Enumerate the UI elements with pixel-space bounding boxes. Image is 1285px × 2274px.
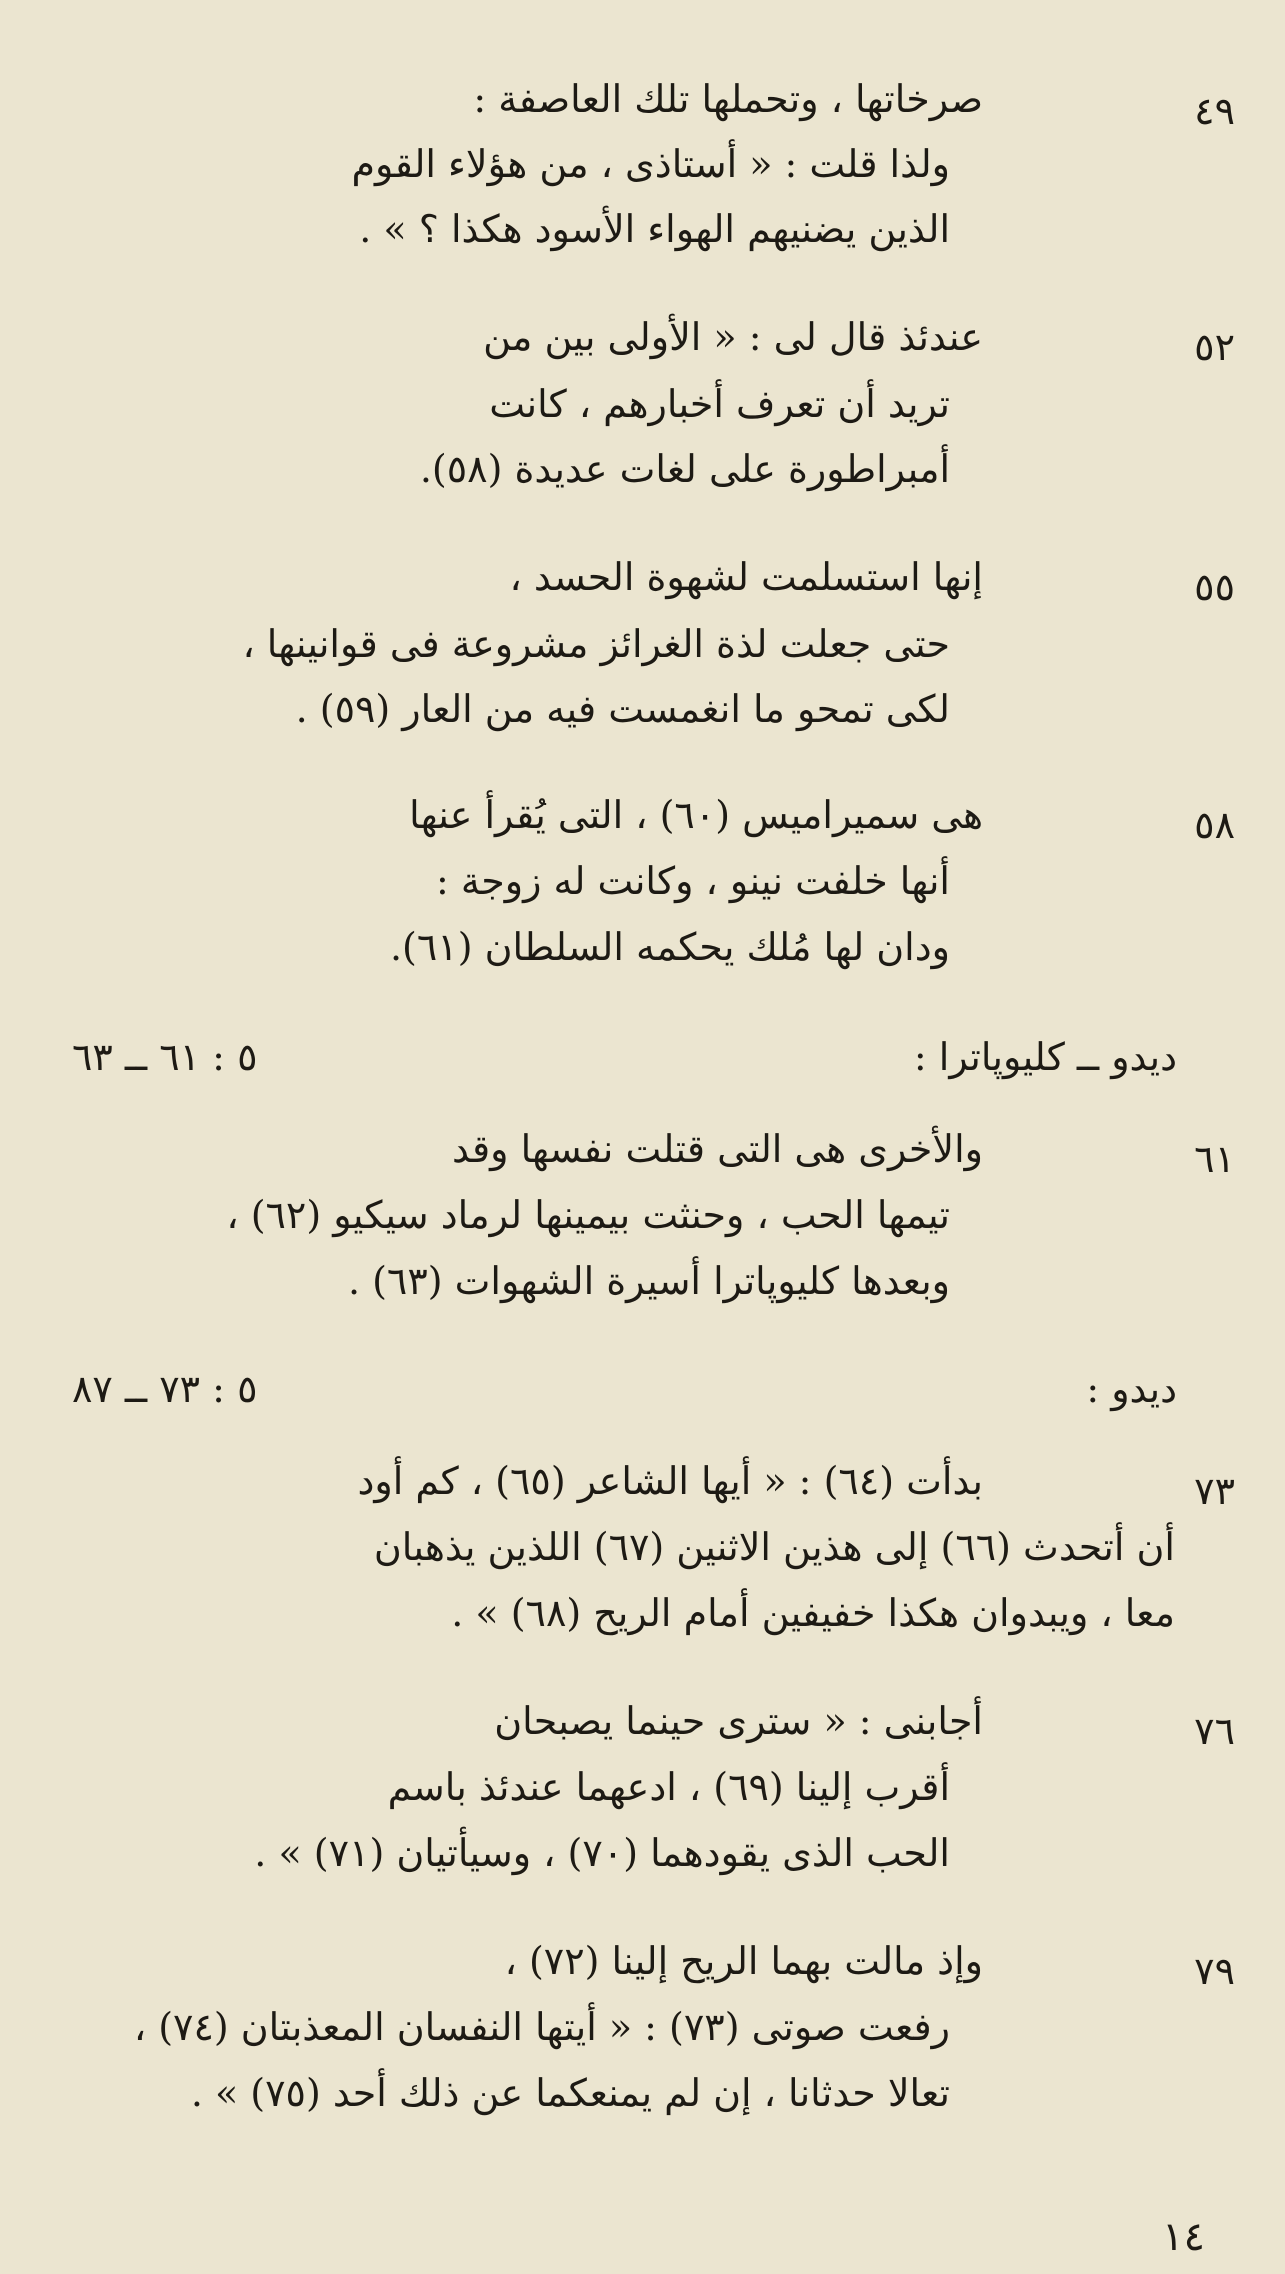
verse-line: تعالا حدثانا ، إن لم يمنعكما عن ذلك أحد (٧٥) » .: [190, 2071, 950, 2115]
verse-number: ٧٩: [1194, 1949, 1235, 1993]
verse-line: أمبراطورة على لغات عديدة (٥٨).: [419, 447, 950, 491]
verse-line: بدأت (٦٤) : « أيها الشاعر (٦٥) ، كم أود: [357, 1459, 983, 1503]
verse-line: وإذ مالت بهما الريح إلينا (٧٢) ،: [504, 1939, 983, 1983]
verse-line: الحب الذى يقودهما (٧٠) ، وسيأتيان (٧١) » .: [254, 1831, 950, 1875]
page-number: ١٤: [1162, 2214, 1205, 2260]
verse-line: أن أتحدث (٦٦) إلى هذين الاثنين (٦٧) اللذين يذهبان: [373, 1525, 1175, 1569]
verse-number: ٤٩: [1194, 89, 1235, 133]
verse-line: ولذا قلت : « أستاذى ، من هؤلاء القوم: [351, 142, 950, 186]
verse-line: معا ، ويبدوان هكذا خفيفين أمام الريح (٦٨) » .: [451, 1591, 1175, 1635]
verse-number: ٦١: [1194, 1137, 1235, 1181]
verse-line: والأخرى هى التى قتلت نفسها وقد: [452, 1127, 983, 1171]
section-heading: ديدو ــ كليوپاترا :: [913, 1035, 1177, 1079]
verse-line: الذين يضنيهم الهواء الأسود هكذا ؟ » .: [359, 207, 950, 251]
verse-line: تيمها الحب ، وحنثت بيمينها لرماد سيكيو (٦٢) ،: [226, 1193, 950, 1237]
verse-number: ٥٢: [1194, 325, 1235, 369]
verse-line: هى سميراميس (٦٠) ، التى يُقرأ عنها: [409, 793, 983, 837]
verse-line: أنها خلفت نينو ، وكانت له زوجة :: [435, 859, 950, 903]
verse-line: لكى تمحو ما انغمست فيه من العار (٥٩) .: [295, 687, 950, 731]
verse-line: صرخاتها ، وتحملها تلك العاصفة :: [473, 77, 983, 121]
verse-line: حتى جعلت لذة الغرائز مشروعة فى قوانينها ،: [242, 622, 950, 666]
verse-line: رفعت صوتى (٧٣) : « أيتها النفسان المعذبتان (٧٤) ،: [133, 2005, 950, 2049]
verse-line: وبعدها كليوپاترا أسيرة الشهوات (٦٣) .: [347, 1259, 950, 1303]
verse-line: أقرب إلينا (٦٩) ، ادعهما عندئذ باسم: [387, 1765, 950, 1809]
verse-line: إنها استسلمت لشهوة الحسد ،: [509, 555, 983, 599]
section-heading: ديدو :: [1086, 1367, 1177, 1411]
verse-number: ٧٣: [1194, 1469, 1235, 1513]
canto-reference: ٥ : ٦١ ــ ٦٣: [72, 1035, 258, 1079]
verse-number: ٧٦: [1194, 1709, 1235, 1753]
verse-line: أجابنى : « سترى حينما يصبحان: [494, 1699, 983, 1743]
verse-number: ٥٥: [1194, 565, 1235, 609]
verse-line: ودان لها مُلك يحكمه السلطان (٦١).: [389, 925, 950, 969]
verse-number: ٥٨: [1194, 803, 1235, 847]
verse-line: عندئذ قال لى : « الأولى بين من: [483, 315, 983, 359]
canto-reference: ٥ : ٧٣ ــ ٨٧: [72, 1367, 258, 1411]
verse-line: تريد أن تعرف أخبارهم ، كانت: [489, 382, 950, 426]
